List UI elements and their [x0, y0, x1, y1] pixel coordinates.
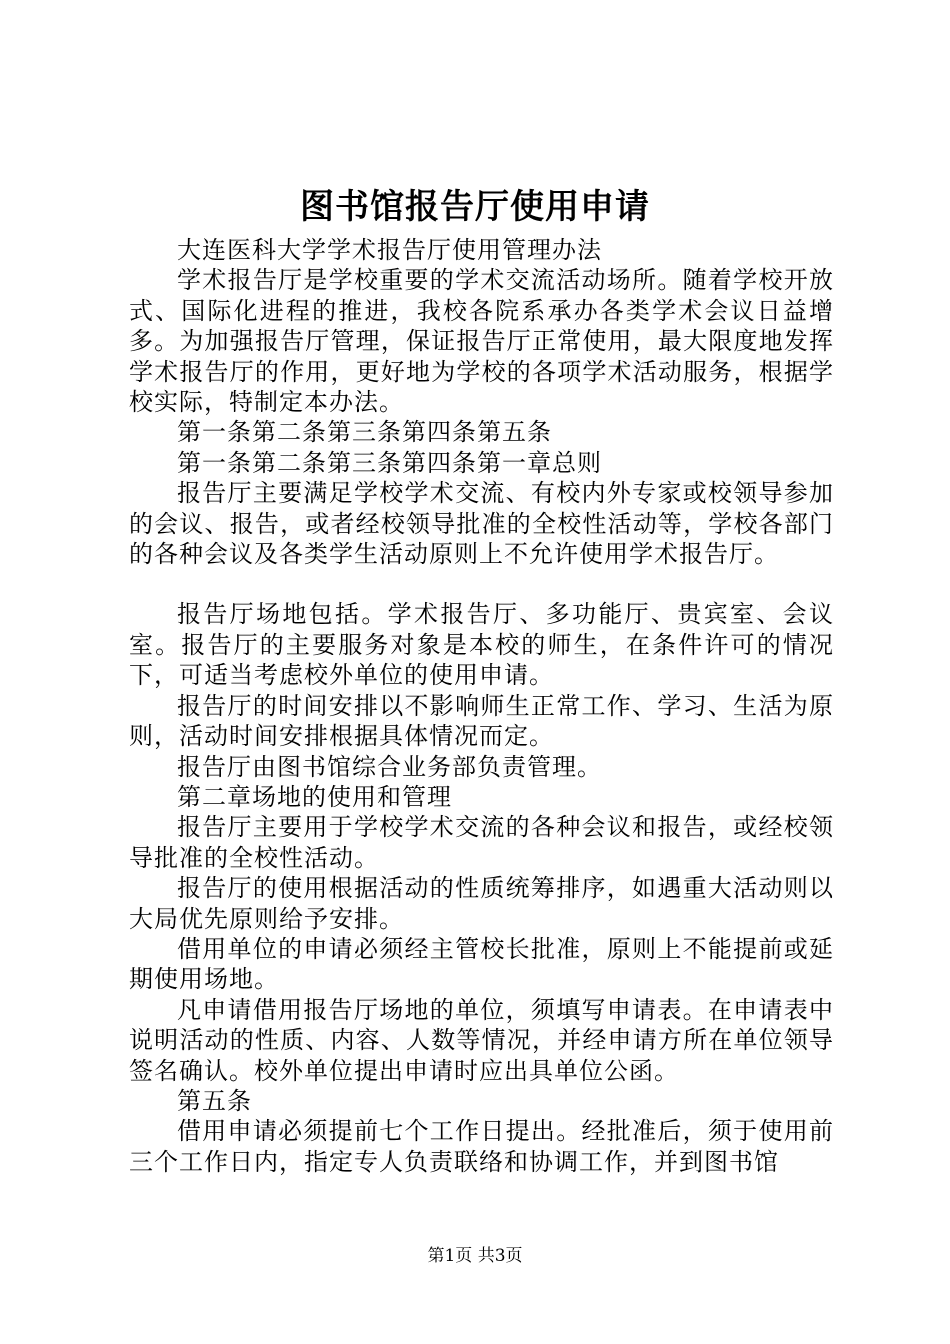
paragraph-venues: 报告厅场地包括。学术报告厅、多功能厅、贵宾室、会议室。报告厅的主要服务对象是本校的师生，在条件许可的情况下，可适当考虑校外单位的使用申请。	[129, 600, 834, 690]
paragraph-intro: 学术报告厅是学校重要的学术交流活动场所。随着学校开放式、国际化进程的推进，我校各院系承办各类学术会议日益增多。为加强报告厅管理，保证报告厅正常使用，最大限度地发挥学术报告厅的作用，更好地为学校的各项学术活动服务，根据学校实际，特制定本办法。	[129, 266, 834, 417]
paragraph-priority: 报告厅的使用根据活动的性质统筹排序，如遇重大活动则以大局优先原则给予安排。	[129, 874, 834, 933]
document-body	[129, 235, 834, 1177]
paragraph-application-form: 凡申请借用报告厅场地的单位，须填写申请表。在申请表中说明活动的性质、内容、人数等情况，并经申请方所在单位领导签名确认。校外单位提出申请时应出具单位公函。	[129, 995, 834, 1085]
paragraph-spacer	[129, 569, 834, 599]
paragraph-article-list-2: 第一条第二条第三条第四条第一章总则	[177, 448, 602, 477]
paragraph-chapter-two: 第二章场地的使用和管理	[177, 782, 452, 811]
paragraph-usage: 报告厅主要用于学校学术交流的各种会议和报告，或经校领导批准的全校性活动。	[129, 813, 834, 872]
paragraph-advance-notice: 借用申请必须提前七个工作日提出。经批准后，须于使用前三个工作日内，指定专人负责联络和协调工作，并到图书馆	[129, 1117, 834, 1176]
paragraph-article-five: 第五条	[177, 1086, 252, 1115]
paragraph-heading-regulation: 大连医科大学学术报告厅使用管理办法	[177, 236, 602, 264]
paragraph-schedule: 报告厅的时间安排以不影响师生正常工作、学习、生活为原则，活动时间安排根据具体情况而定。	[129, 691, 834, 751]
paragraph-approval: 借用单位的申请必须经主管校长批准，原则上不能提前或延期使用场地。	[129, 934, 834, 994]
document-title: 图书馆报告厅使用申请	[300, 187, 650, 227]
paragraph-scope: 报告厅主要满足学校学术交流、有校内外专家或校领导参加的会议、报告，或者经校领导批准的全校性活动等，学校各部门的各种会议及各类学生活动原则上不允许使用学术报告厅。	[129, 479, 834, 569]
paragraph-article-list-1: 第一条第二条第三条第四条第五条	[177, 418, 552, 447]
paragraph-management: 报告厅由图书馆综合业务部负责管理。	[177, 752, 602, 781]
page-number-footer: 第1页 共3页	[427, 1246, 523, 1266]
